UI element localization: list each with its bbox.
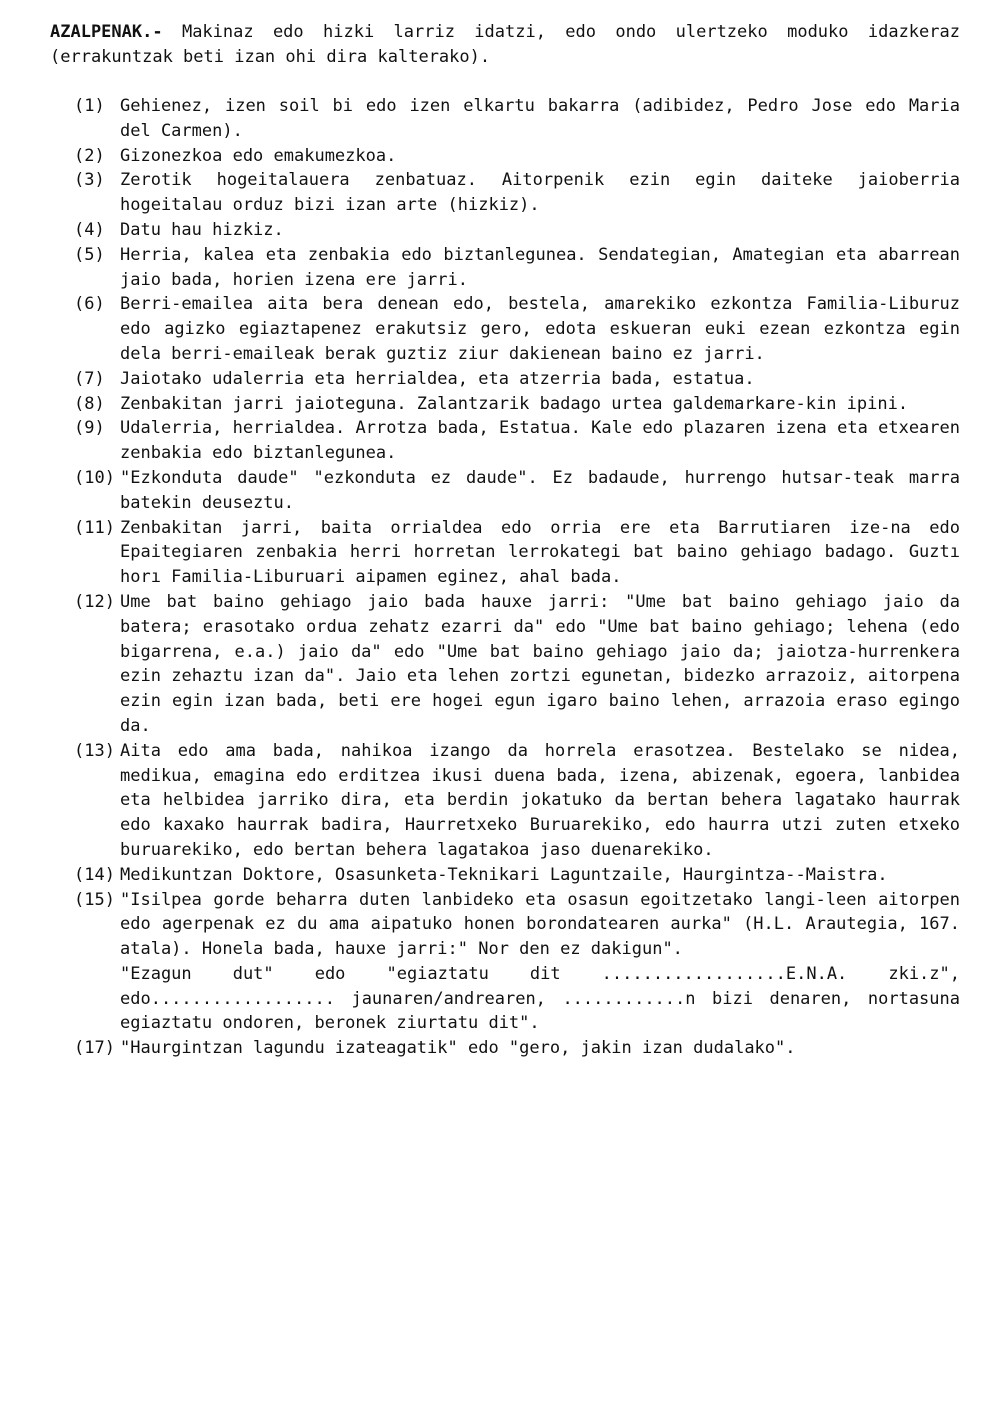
note-number: (7) [74, 368, 105, 389]
note-12 [74, 590, 960, 739]
note-number: (6) [74, 294, 105, 315]
note-text: Gehienez, izen soil bi edo izen elkartu bakarra (adibidez, Pedro Jose edo Maria del Carmen). [120, 96, 960, 141]
note-10 [74, 466, 960, 516]
note-text: Zenbakitan jarri jaioteguna. Zalantzarik badago urtea galdemarkare-kin ipini. [120, 393, 909, 414]
note-text: Berri-emailea aita bera denean edo, bestela, amarekiko ezkontza Familia-Liburuz edo agizko egiaztapenez erakutsiz gero, edota eskueran euki ezean ezkontza egin dela berri-emaileak berak guztiz ziur dakienean baino ez jarri. [120, 294, 960, 364]
note-9 [74, 416, 960, 466]
note-number: (17) [74, 1038, 115, 1059]
note-4 [74, 218, 960, 243]
note-number: (8) [74, 393, 105, 414]
note-text: Zerotik hogeitalauera zenbatuaz. Aitorpenik ezin egin daiteke jaioberria hogeitalau orduz bizi izan arte (hizkiz). [120, 170, 960, 216]
intro-heading: AZALPENAK.- [50, 22, 163, 42]
note-number: (2) [74, 145, 105, 166]
note-text: Zenbakitan jarri, baita orrialdea edo orria ere eta Barrutiaren ize-na edo Epaitegiaren zenbakia herri horretan lerrokategi bat baino gehiago badago. Guztı horı Familia-Liburuari aipamen eginez, ahal bada. [120, 517, 960, 588]
note-15 [74, 888, 960, 1037]
note-text: Herria, kalea eta zenbakia edo biztanlegunea. Sendategian, Amategian eta abarrean jaio bada, horien izena ere jarri. [120, 244, 960, 290]
note-number: (3) [74, 170, 105, 191]
note-text: Udalerria, herrialdea. Arrotza bada, Estatua. Kale edo plazaren izena eta etxearen zenbakia edo biztanlegunea. [120, 418, 960, 464]
note-3 [74, 168, 960, 218]
note-11 [74, 516, 960, 590]
note-1 [74, 94, 960, 144]
note-text: Medikuntzan Doktore, Osasunketa-Teknikari Laguntzaile, Haurgintza--Maistra. [120, 864, 888, 885]
note-17 [74, 1036, 960, 1061]
note-14 [74, 863, 960, 888]
note-text-continuation: "Ezagun dut" edo "egiaztatu dit ..................E.N.A. zki.z", edo.................. jaunaren/andrearen, ............n bizi denaren, nortasuna egiaztatu ondoren, beronek ziurtatu dit". [120, 963, 960, 1034]
note-5 [74, 243, 960, 293]
intro-paragraph [50, 20, 960, 70]
note-number: (4) [74, 219, 105, 240]
note-number: (14) [74, 864, 115, 885]
note-number: (13) [74, 740, 115, 761]
intro-text: Makinaz edo hizki larriz idatzi, edo ondo ulertzeko moduko idazkeraz (errakuntzak beti izan ohi dira kalterako). [50, 22, 960, 67]
notes-list [74, 94, 960, 1061]
note-text: "Haurgintzan lagundu izateagatik" edo "gero, jakin izan dudalako". [120, 1038, 796, 1059]
note-13 [74, 739, 960, 863]
note-number: (15) [74, 889, 115, 910]
note-number: (5) [74, 244, 105, 265]
note-text: Datu hau hizkiz. [120, 219, 284, 240]
note-6 [74, 292, 960, 366]
note-text: Gizonezkoa edo emakumezkoa. [120, 145, 397, 166]
note-8 [74, 392, 960, 417]
note-text: "Isilpea gorde beharra duten lanbideko eta osasun egoitzetako langi-leen aitorpen edo agerpenak ez du ama aipatuko honen borondatearen aurka" (H.L. Arautegia, 167. atala). Honela bada, hauxe jarri:" Nor den ez dakigun". [120, 889, 960, 960]
note-text: Ume bat baino gehiago jaio bada hauxe jarri: "Ume bat baino gehiago jaio da batera; erasotako ordua zehatz ezarri da" edo "Ume bat baino gehiago; lehena (edo bigarrena, e.a.) jaio da" edo "Ume bat baino gehiago jaio da; jaiotza-hurrenkera ezin zehaztu izan da". Jaio eta lehen zortzi egunetan, bidezko arrazoiz, aitorpena ezin egin izan bada, beti ere hogei egun igaro baino lehen, arrazoia eraso egingo da. [120, 591, 960, 736]
note-number: (10) [74, 467, 115, 488]
note-2 [74, 144, 960, 169]
note-text-block [120, 888, 960, 1037]
note-text: "Ezkonduta daude" "ezkonduta ez daude". Ez badaude, hurrengo hutsar-teak marra batekin deuseztu. [120, 467, 960, 513]
note-7 [74, 367, 960, 392]
note-number: (11) [74, 517, 115, 538]
note-number: (9) [74, 418, 105, 439]
note-text: Jaiotako udalerria eta herrialdea, eta atzerria bada, estatua. [120, 368, 755, 389]
note-number: (1) [74, 96, 105, 116]
note-number: (12) [74, 591, 115, 612]
note-text: Aita edo ama bada, nahikoa izango da horrela erasotzea. Bestelako se nidea, medikua, emagina edo erditzea ikusi duena bada, izena, abizenak, egoera, lanbidea eta helbidea jarriko dira, eta berdin jokatuko da bertan behera lagatako haurrak edo kaxako haurrak badira, Haurretxeko Buruarekiko, edo haurra utzi zuten etxeko buruarekiko, edo bertan behera lagatakoa jaso duenarekiko. [120, 740, 960, 860]
